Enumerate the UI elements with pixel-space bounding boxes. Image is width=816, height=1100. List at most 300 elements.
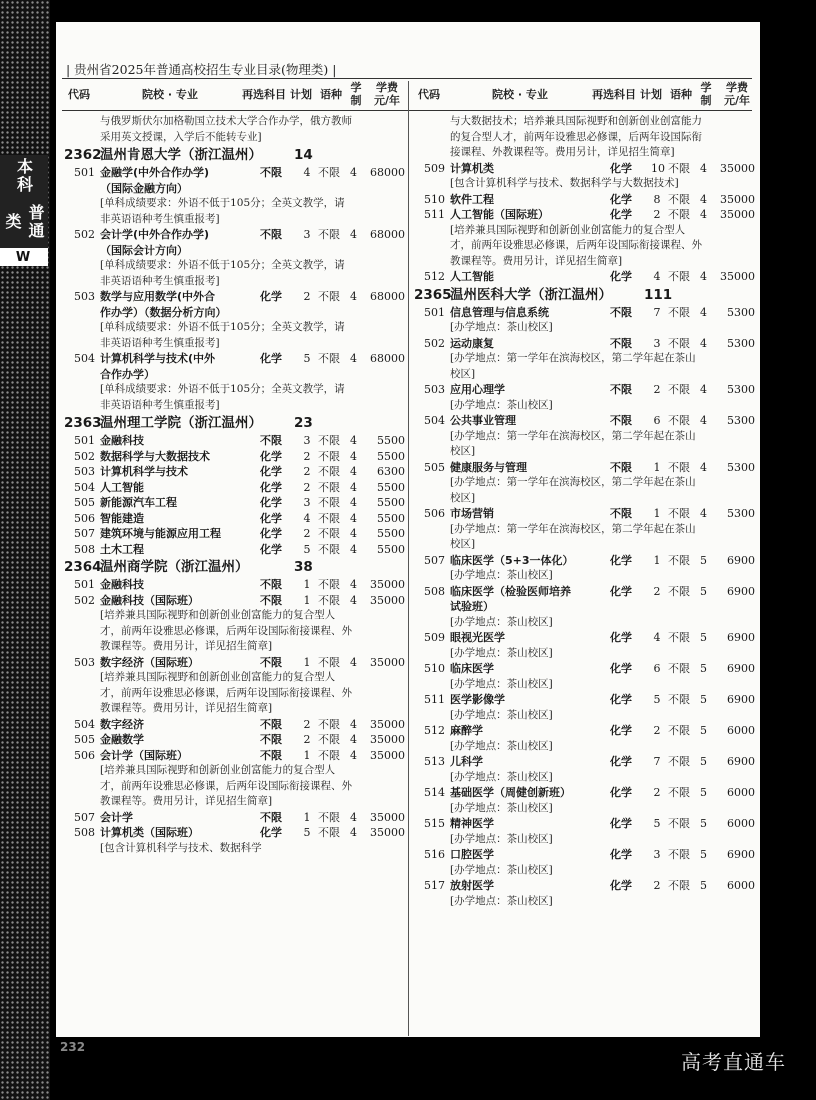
catalog-page [56,22,760,1037]
major-plan: 1 [653,507,661,520]
major-row [64,495,409,511]
university-total: 38 [294,559,313,575]
major-name: 合作办学） [100,367,155,381]
major-subject: 不限 [260,733,282,746]
major-name: 公共事业管理 [450,414,516,427]
major-name: 金融学(中外合作办学) [100,166,210,179]
major-subject: 不限 [610,414,632,427]
major-plan: 2 [653,879,661,892]
major-years: 5 [700,553,707,567]
major-fee: 5500 [377,434,405,447]
major-name: 会计学 [100,810,133,824]
major-language: 不限 [668,305,690,319]
major-subject: 化学 [260,352,282,365]
major-language: 不限 [318,449,340,463]
major-row [64,227,409,243]
major-row [64,165,409,181]
major-plan: 2 [653,786,661,799]
major-language: 不限 [668,192,690,206]
major-language: 不限 [668,383,690,396]
major-plan: 3 [303,496,311,509]
major-name: 人工智能 [450,270,494,283]
major-fee: 35000 [720,208,755,221]
major-subject: 化学 [260,511,282,525]
major-code: 501 [74,434,95,447]
major-plan: 5 [653,693,661,706]
major-name: 精神医学 [450,817,494,830]
major-code: 505 [424,460,445,474]
major-subject: 不限 [260,166,282,179]
major-plan: 8 [653,192,661,206]
major-note: [单科成绩要求：外语不低于105分；全英文教学，请非英语语种考生慎重报考] [100,321,345,349]
major-plan: 1 [303,810,311,824]
major-language: 不限 [318,511,340,525]
col-subject: 再选科目 [242,88,286,101]
major-note: [办学地点：茶山校区] [450,646,553,659]
major-language: 不限 [668,161,690,175]
major-plan: 5 [653,817,661,830]
major-plan: 2 [653,208,661,221]
major-name-continuation [414,599,759,615]
major-subject: 化学 [610,270,632,283]
university-name: 温州理工学院（浙江温州） [100,415,262,431]
major-language: 不限 [318,578,340,591]
major-code: 508 [74,542,95,556]
major-subject: 不限 [260,228,282,241]
col-years: 学 制 [700,81,712,107]
major-plan: 1 [653,553,661,567]
major-note: [办学地点：第一学年在滨海校区，第二学年起在茶山校区] [450,352,696,380]
major-code: 501 [74,166,95,179]
major-name: 金融数学 [100,733,144,746]
major-row [64,433,409,449]
major-years: 5 [700,848,707,861]
major-name: 计算机类 [450,161,494,175]
major-name: 试验班） [450,600,494,613]
major-years: 4 [350,527,357,540]
major-note: [培养兼具国际视野和创新创业创富能力的复合型人才，前两年设雅思必修课，后两年设国际衔接课程、外教课程等。费用另计，详见招生简章] [100,671,352,714]
major-language: 不限 [318,434,340,447]
major-code: 509 [424,631,445,644]
major-fee: 6900 [727,755,755,768]
major-row [64,351,409,367]
major-code: 508 [424,584,445,598]
major-note: [办学地点：第一学年在滨海校区，第二学年起在茶山校区] [450,429,696,457]
major-subject: 不限 [260,748,282,762]
major-code: 511 [424,208,445,221]
major-note: [办学地点：茶山校区] [450,398,553,411]
major-fee: 68000 [370,290,405,303]
major-name: 数字经济 [100,717,144,731]
major-row [414,878,759,894]
major-fee: 5300 [727,414,755,427]
major-code: 506 [74,748,95,762]
col-fee: 学费 元/年 [373,81,401,107]
major-code: 505 [74,733,95,746]
major-years: 4 [700,414,707,427]
major-years: 4 [350,826,357,839]
major-code: 504 [424,414,445,427]
major-plan: 3 [303,434,311,447]
major-language: 不限 [318,655,340,669]
major-fee: 5500 [377,449,405,463]
major-language: 不限 [318,542,340,556]
major-row [414,754,759,770]
side-tab-putonglei: 普通类 [0,196,48,248]
major-name: 临床医学（检验医师培养 [450,584,571,598]
major-name: 眼视光医学 [450,631,505,644]
major-code: 507 [74,527,95,540]
major-name: 计算机科学与技术 [100,465,188,478]
major-subject: 不限 [610,336,632,350]
major-subject: 化学 [610,161,632,175]
major-fee: 6300 [377,465,405,478]
major-code: 504 [74,352,95,365]
major-name: 基础医学（周健创新班） [450,786,571,799]
major-subject: 不限 [610,507,632,520]
major-fee: 5300 [727,460,755,474]
university-code: 2365 [414,286,452,303]
major-language: 不限 [318,527,340,540]
major-plan: 2 [653,724,661,737]
major-fee: 35000 [370,578,405,591]
major-row [414,336,759,352]
major-years: 4 [350,717,357,731]
major-name-continuation [64,305,409,321]
major-plan: 5 [303,826,311,839]
major-years: 4 [700,192,707,206]
major-code: 507 [424,553,445,567]
major-note: [办学地点：茶山校区] [450,708,553,721]
major-name: 软件工程 [450,192,494,206]
major-plan: 3 [303,228,311,241]
major-years: 5 [700,662,707,675]
col-code: 代码 [68,88,90,101]
major-code: 511 [424,693,445,706]
major-years: 4 [350,449,357,463]
major-plan: 2 [303,465,311,478]
major-code: 503 [74,290,95,303]
major-plan: 1 [653,460,661,474]
major-fee: 35000 [370,655,405,669]
major-note: [办学地点：茶山校区] [450,569,553,581]
major-code: 510 [424,662,445,675]
university-name: 温州商学院（浙江温州） [100,559,249,575]
major-subject: 不限 [260,593,282,607]
major-subject: 化学 [610,208,632,221]
major-note: [包含计算机科学与技术、数据科学 [100,841,262,854]
university-code: 2364 [64,559,102,575]
major-note: [培养兼具国际视野和创新创业创富能力的复合型人才，前两年设雅思必修课，后两年设国际衔接课程、外教课程等。费用另计，详见招生简章] [100,609,352,652]
major-years: 4 [350,290,357,303]
major-years: 4 [350,352,357,365]
major-subject: 化学 [260,496,282,509]
major-plan: 1 [303,748,311,762]
major-row [64,748,409,764]
major-plan: 4 [653,270,661,283]
major-code: 513 [424,755,445,768]
major-fee: 35000 [370,748,405,762]
major-years: 4 [700,161,707,175]
major-years: 4 [350,480,357,494]
major-years: 5 [700,786,707,799]
major-subject: 化学 [610,662,632,675]
major-subject: 化学 [610,631,632,644]
major-language: 不限 [668,631,690,644]
major-plan: 5 [303,352,311,365]
major-note: [单科成绩要求：外语不低于105分；全英文教学，请非英语语种考生慎重报考] [100,197,345,225]
column-header-rule [62,110,752,111]
major-years: 4 [700,208,707,221]
major-note: [办学地点：茶山校区] [450,321,553,333]
major-name: 智能建造 [100,511,144,525]
major-language: 不限 [318,593,340,607]
major-fee: 68000 [370,228,405,241]
university-heading [64,413,409,433]
major-note: [办学地点：茶山校区] [450,615,553,628]
major-note: [办学地点：茶山校区] [450,739,553,752]
university-name: 温州医科大学（浙江温州） [450,286,612,303]
major-language: 不限 [668,336,690,350]
major-years: 5 [700,693,707,706]
major-years: 4 [700,507,707,520]
major-row [64,449,409,465]
major-fee: 6900 [727,631,755,644]
major-name: 医学影像学 [450,693,505,706]
major-code: 502 [74,593,95,607]
major-years: 4 [700,336,707,350]
major-subject: 化学 [260,480,282,494]
university-heading [414,285,759,305]
major-language: 不限 [318,465,340,478]
major-row [414,161,759,177]
major-fee: 68000 [370,352,405,365]
major-name: 土木工程 [100,542,144,556]
major-note: [单科成绩要求：外语不低于105分；全英文教学，请非英语语种考生慎重报考] [100,383,345,411]
major-row [414,723,759,739]
col-plan: 计划 [640,88,662,101]
major-fee: 6900 [727,693,755,706]
major-language: 不限 [668,414,690,427]
major-code: 502 [74,449,95,463]
col-fee: 学费 元/年 [723,81,751,107]
major-row [64,825,409,841]
col-language: 语种 [670,88,692,101]
major-plan: 7 [653,305,661,319]
major-name: 放射医学 [450,879,494,892]
major-language: 不限 [668,460,690,474]
major-note: [办学地点：茶山校区] [450,894,553,907]
major-row [414,816,759,832]
major-fee: 6000 [727,879,755,892]
university-heading [64,557,409,577]
major-years: 5 [700,584,707,598]
major-fee: 35000 [720,161,755,175]
major-code: 516 [424,848,445,861]
major-row [414,413,759,429]
major-code: 507 [74,810,95,824]
major-name: 数学与应用数学(中外合 [100,290,216,303]
university-name: 温州肯恩大学（浙江温州） [100,147,262,163]
major-row [64,526,409,542]
major-code: 515 [424,817,445,830]
major-fee: 5500 [377,527,405,540]
major-note: [办学地点：茶山校区] [450,801,553,814]
major-note: [培养兼具国际视野和创新创业创富能力的复合型人才，前两年设雅思必修课，后两年设国际衔接课程、外教课程等。费用另计，详见招生简章] [450,223,702,267]
major-code: 512 [424,724,445,737]
major-name: 作办学）（数据分析方向） [100,305,227,319]
major-row [414,847,759,863]
major-code: 502 [74,228,95,241]
side-tab-w: W [0,248,48,266]
left-column [64,114,409,856]
major-fee: 5300 [727,507,755,520]
major-code: 502 [424,336,445,350]
major-language: 不限 [318,810,340,824]
major-row [64,511,409,527]
major-subject: 化学 [610,192,632,206]
major-row [64,810,409,826]
col-code: 代码 [418,88,440,101]
major-years: 4 [350,578,357,591]
major-subject: 不限 [610,383,632,396]
major-name: 临床医学（5+3一体化） [450,553,574,567]
major-plan: 2 [653,584,661,598]
major-row [414,553,759,569]
major-language: 不限 [318,733,340,746]
major-language: 不限 [668,848,690,861]
major-subject: 不限 [260,434,282,447]
major-language: 不限 [668,208,690,221]
right-column [414,114,759,909]
major-fee: 35000 [370,810,405,824]
major-note: [单科成绩要求：外语不低于105分；全英文教学，请非英语语种考生慎重报考] [100,259,345,287]
major-subject: 化学 [260,290,282,303]
major-fee: 6000 [727,724,755,737]
major-years: 4 [350,511,357,525]
major-fee: 5500 [377,511,405,525]
major-note: 与俄罗斯伏尔加格勒国立技术大学合作办学，俄方教师采用英文授课，入学后不能转专业] [100,115,352,143]
major-name: 市场营销 [450,507,494,520]
major-name: 计算机类（国际班） [100,826,199,839]
major-language: 不限 [318,480,340,494]
header-rule [62,78,752,79]
col-school-major: 院校 · 专业 [142,88,198,101]
major-name: 会计学(中外合作办学) [100,228,210,241]
university-total: 111 [644,286,673,303]
major-note: [培养兼具国际视野和创新创业创富能力的复合型人才，前两年设雅思必修课，后两年设国际衔接课程、外教课程等。费用另计，详见招生简章] [100,764,352,807]
major-fee: 6900 [727,848,755,861]
major-years: 4 [700,305,707,319]
major-years: 5 [700,755,707,768]
university-code: 2362 [64,147,102,163]
major-note: [办学地点：第一学年在滨海校区，第二学年起在茶山校区] [450,476,696,504]
side-tab-benke: 本科 [0,155,48,197]
major-years: 5 [700,817,707,830]
major-fee: 35000 [720,270,755,283]
major-row [64,717,409,733]
major-name: 信息管理与信息系统 [450,305,549,319]
major-subject: 化学 [610,755,632,768]
major-language: 不限 [668,879,690,892]
major-subject: 化学 [610,879,632,892]
major-plan: 2 [303,449,311,463]
col-subject: 再选科目 [592,88,636,101]
major-code: 501 [424,305,445,319]
major-subject: 不限 [260,717,282,731]
major-fee: 5500 [377,542,405,556]
major-subject: 化学 [610,584,632,598]
major-subject: 不限 [610,305,632,319]
major-name: 数据科学与大数据技术 [100,449,210,463]
major-fee: 5300 [727,336,755,350]
major-name: 会计学（国际班） [100,748,188,762]
major-plan: 6 [653,662,661,675]
major-code: 510 [424,192,445,206]
major-note: [包含计算机科学与技术、数据科学与大数据技术] [450,177,679,189]
major-note: [办学地点：茶山校区] [450,863,553,876]
major-code: 514 [424,786,445,799]
major-note: [办学地点：茶山校区] [450,770,553,783]
major-subject: 不限 [260,810,282,824]
major-fee: 35000 [370,593,405,607]
major-name-continuation [64,181,409,197]
major-name: 金融科技 [100,434,144,447]
university-total: 23 [294,415,313,431]
major-language: 不限 [668,270,690,283]
major-language: 不限 [318,166,340,179]
major-language: 不限 [318,228,340,241]
major-subject: 化学 [610,848,632,861]
major-plan: 6 [653,414,661,427]
major-code: 508 [74,826,95,839]
major-code: 503 [424,383,445,396]
column-header-left [64,81,409,109]
major-name: 人工智能（国际班） [450,208,549,221]
major-subject: 不限 [260,578,282,591]
major-years: 4 [350,748,357,762]
major-language: 不限 [318,496,340,509]
major-plan: 4 [303,166,311,179]
major-row [414,460,759,476]
major-name: 新能源汽车工程 [100,496,177,509]
major-language: 不限 [668,817,690,830]
major-note: [办学地点：第一学年在滨海校区，第二学年起在茶山校区] [450,522,696,550]
major-name: （国际金融方向） [100,181,188,195]
major-row [414,207,759,223]
major-row [414,692,759,708]
major-years: 4 [350,465,357,478]
major-fee: 5300 [727,305,755,319]
major-code: 512 [424,270,445,283]
major-fee: 5300 [727,383,755,396]
major-code: 506 [424,507,445,520]
major-fee: 35000 [720,192,755,206]
major-years: 4 [700,460,707,474]
major-subject: 化学 [610,553,632,567]
major-row [414,506,759,522]
major-plan: 7 [653,755,661,768]
major-fee: 5500 [377,480,405,494]
major-row [414,630,759,646]
major-language: 不限 [318,717,340,731]
major-plan: 2 [303,733,311,746]
major-name-continuation [64,367,409,383]
major-plan: 3 [653,336,661,350]
major-name: 口腔医学 [450,848,494,861]
major-years: 4 [350,496,357,509]
major-plan: 5 [303,542,311,556]
